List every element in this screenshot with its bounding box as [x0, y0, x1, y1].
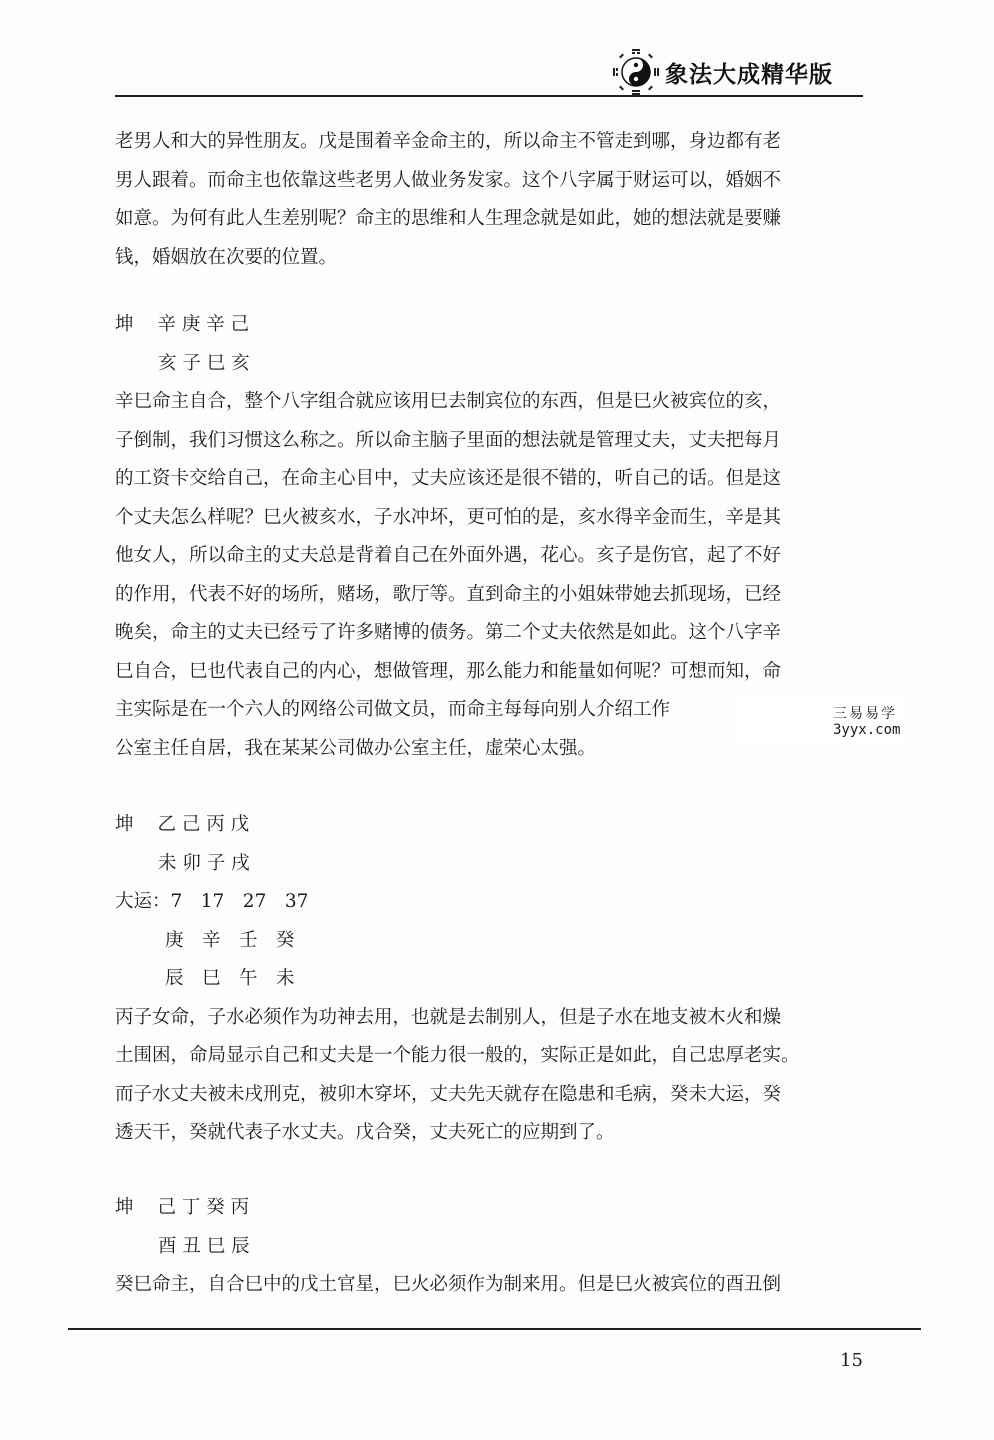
text-line: 的工资卡交给自己，在命主心目中，丈夫应该还是很不错的，听自己的话。但是这 [115, 468, 782, 489]
paragraph-intro [115, 123, 875, 277]
bazi-chart-2 [115, 806, 875, 1153]
book-title: 象法大成精华版 [665, 62, 833, 88]
text-line: 晚矣，命主的丈夫已经亏了许多赌博的债务。第二个丈夫依然是如此。这个八字辛 [115, 622, 782, 643]
text-line: 巳自合，巳也代表自己的内心，想做管理，那么能力和能量如何呢？可想而知，命 [115, 660, 782, 682]
text-line: 老男人和大的异性朋友。戊是围着辛金命主的，所以命主不管走到哪，身边都有老 [115, 131, 782, 152]
bazi-chart-3 [115, 1189, 875, 1305]
dayun-branches: 辰 巳 午 未 [165, 968, 295, 989]
text-line: 透天干，癸就代表子水丈夫。戊合癸，丈夫死亡的应期到了。 [115, 1122, 615, 1143]
dayun-stems: 庚 辛 壬 癸 [165, 929, 295, 951]
text-line: 丙子女命，子水必须作为功神去用，也就是去制别人，但是子水在地支被木火和燥 [115, 1006, 782, 1028]
chart-gender: 坤 [115, 314, 134, 335]
chart-branches: 亥 子 巳 亥 [158, 352, 250, 374]
page-header [0, 0, 994, 100]
page-number: 15 [840, 1350, 863, 1371]
chart-branches: 酉 丑 巳 辰 [158, 1235, 250, 1257]
text-line: 癸巳命主，自合巳中的戊土官星，巳火必须作为制来用。但是巳火被宾位的酉丑倒 [115, 1274, 782, 1295]
footer-divider [68, 1328, 921, 1330]
text-line: 的作用，代表不好的场所，赌场，歌厅等。直到命主的小姐妹带她去抓现场，已经 [115, 583, 782, 605]
header-divider [115, 95, 863, 97]
chart-stems: 己 丁 癸 丙 [157, 1197, 250, 1218]
chart-branches: 未 卯 子 戌 [158, 852, 250, 874]
text-line: 辛巳命主自合，整个八字组合就应该用巳去制宾位的东西，但是巳火被宾位的亥， [115, 391, 782, 412]
text-line: 子倒制，我们习惯这么称之。所以命主脑子里面的想法就是管理丈夫，丈夫把每月 [115, 429, 782, 451]
chart-stems: 乙 己 丙 戊 [157, 814, 250, 835]
text-line: 土围困，命局显示自己和丈夫是一个能力很一般的，实际正是如此，自己忠厚老实。 [115, 1045, 800, 1066]
yin-yang-bagua-icon [612, 48, 660, 96]
chart-gender: 坤 [115, 814, 134, 835]
dayun-ages: 大运：7 17 27 37 [115, 891, 309, 912]
chart-stems: 辛 庚 辛 己 [157, 314, 250, 335]
text-line: 如意。为何有此人生差别呢？命主的思维和人生理念就是如此，她的想法就是要赚 [115, 208, 782, 229]
chart-stems-row [115, 306, 875, 345]
text-line: 而子水丈夫被未戌刑克，被卯木穿坏，丈夫先天就存在隐患和毛病，癸未大运，癸 [115, 1083, 782, 1105]
text-line: 他女人，所以命主的丈夫总是背着自己在外面外遇，花心。亥子是伤官，起了不好 [115, 545, 782, 566]
watermark-text: 三易易学 [833, 706, 897, 722]
chart-stems-row [115, 1189, 875, 1228]
chart-gender: 坤 [115, 1197, 134, 1218]
chart-stems-row [115, 806, 875, 845]
watermark-url: 3yyx.com [833, 722, 901, 738]
text-line: 钱，婚姻放在次要的位置。 [115, 246, 338, 268]
text-line: 主实际是在一个六人的网络公司做文员，而命主每每向别人介绍工作 [115, 699, 671, 720]
text-line: 男人跟着。而命主也依靠这些老男人做业务发家。这个八字属于财运可以，婚姻不 [115, 169, 782, 191]
text-line: 个丈夫怎么样呢？巳火被亥水，子水冲坏，更可怕的是，亥水得辛金而生，辛是其 [115, 506, 782, 528]
text-line: 公室主任自居，我在某某公司做办公室主任，虚荣心太强。 [115, 737, 597, 759]
